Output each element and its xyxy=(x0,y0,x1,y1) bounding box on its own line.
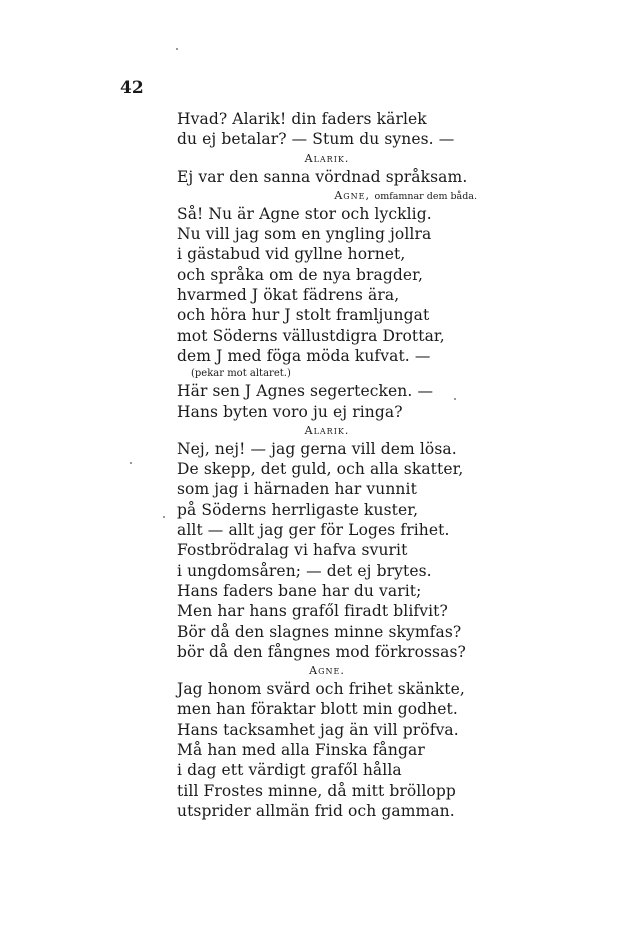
paper-speck xyxy=(176,48,178,50)
verse-line: och språka om de nya bragder, xyxy=(177,265,424,284)
verse-line: Så! Nu är Agne stor och lycklig. xyxy=(177,204,432,223)
verse-line: i dag ett värdigt grafől hålla xyxy=(177,761,402,780)
paper-speck xyxy=(130,462,132,464)
verse-line: Men har hans grafől firadt blifvit? xyxy=(177,602,448,621)
verse-line: Nej, nej! — jag gerna vill dem lösa. xyxy=(177,439,457,458)
speaker-name: Alarik. xyxy=(304,423,350,437)
paper-speck xyxy=(163,516,165,518)
page-number: 42 xyxy=(120,78,144,98)
verse-line: bör då den fångnes mod förkrossas? xyxy=(177,642,466,661)
verse-line: till Frostes minne, då mitt bröllopp xyxy=(177,781,456,800)
verse-line: Nu vill jag som en yngling jollra xyxy=(177,225,432,244)
speaker-name: Alarik. xyxy=(304,151,350,165)
verse-line: Ej var den sanna vördnad språksam. xyxy=(177,167,468,186)
verse-line: dem J med föga möda kufvat. — xyxy=(177,346,431,365)
verse-line: i gästabud vid gyllne hornet, xyxy=(177,245,406,264)
verse-line: Hans byten voro ju ej ringa? xyxy=(177,402,403,421)
verse-line: men han föraktar blott min godhet. xyxy=(177,700,458,719)
verse-line: Här sen J Agnes segertecken. — xyxy=(177,382,434,401)
verse-line: hvarmed J ökat fädrens ära, xyxy=(177,286,400,305)
verse-line: utsprider allmän frid och gamman. xyxy=(177,801,455,820)
verse-line: De skepp, det guld, och alla skatter, xyxy=(177,460,464,479)
verse-line: Jag honom svärd och frihet skänkte, xyxy=(177,680,465,699)
verse-line: mot Söderns vällustdigra Drottar, xyxy=(177,326,445,345)
speaker-label: Agne, xyxy=(334,188,370,202)
verse-line: i ungdomsåren; — det ej brytes. xyxy=(177,561,432,580)
verse-line: allt — allt jag ger för Loges frihet. xyxy=(177,521,450,540)
verse-line: Hans tacksamhet jag än vill pröfva. xyxy=(177,720,459,739)
verse-line: Bör då den slagnes minne skymfas? xyxy=(177,622,462,641)
verse-line: på Söderns herrligaste kuster, xyxy=(177,500,419,519)
speaker-name xyxy=(177,187,477,204)
verse-line: Må han med alla Finska fångar xyxy=(177,741,425,760)
paper-speck xyxy=(454,398,456,400)
speaker-name: Agne. xyxy=(309,664,345,678)
verse-line: Hvad? Alarik! din faders kärlek xyxy=(177,110,427,128)
speaker-direction: omfamnar dem båda. xyxy=(374,190,477,202)
stage-direction: (pekar mot altaret.) xyxy=(191,368,291,380)
verse-line: du ej betalar? — Stum du synes. — xyxy=(177,130,455,149)
verse-line: och höra hur J stolt framljungat xyxy=(177,306,430,325)
verse-line: Fostbrödralag vi hafva svurit xyxy=(177,541,408,560)
verse-line: som jag i härnaden har vunnit xyxy=(177,480,417,499)
verse-line: Hans faders bane har du varit; xyxy=(177,581,422,600)
verse-text xyxy=(177,109,477,821)
